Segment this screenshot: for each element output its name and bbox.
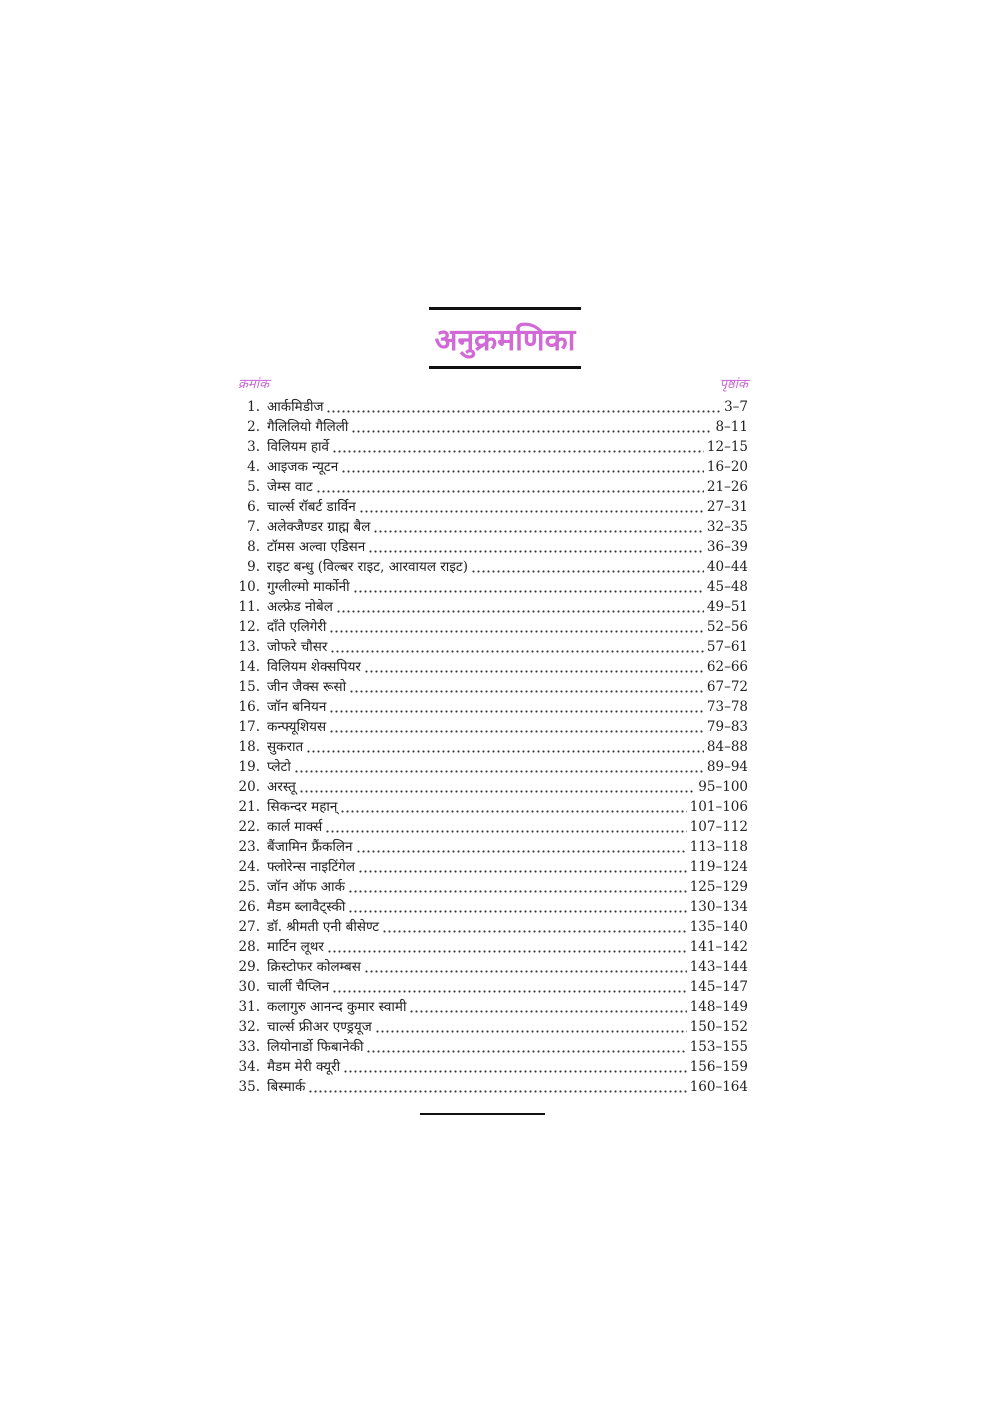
dot-leader xyxy=(299,781,696,793)
toc-entry[interactable] xyxy=(232,437,748,457)
entry-title: अलेक्जैण्डर ग्राह्म बैल xyxy=(267,519,371,535)
entry-number: 3. xyxy=(247,439,260,455)
entry-page-range: 107–112 xyxy=(689,819,748,835)
toc-entry[interactable] xyxy=(232,517,748,537)
entry-page-range: 119–124 xyxy=(689,859,748,875)
entry-page-range: 150–152 xyxy=(689,1019,748,1035)
entry-number: 15. xyxy=(238,679,260,695)
toc-entry[interactable] xyxy=(232,1077,748,1097)
dot-leader xyxy=(353,581,704,593)
entry-number: 32. xyxy=(238,1019,260,1035)
entry-title: गुग्लील्मो मार्कोनी xyxy=(267,579,350,595)
table-of-contents xyxy=(232,397,748,1097)
toc-entry[interactable] xyxy=(232,697,748,717)
dot-leader xyxy=(294,761,704,773)
dot-leader xyxy=(341,461,704,473)
entry-title: बिस्मार्क xyxy=(267,1079,306,1095)
toc-entry[interactable] xyxy=(232,917,748,937)
entry-number: 1. xyxy=(247,399,260,415)
entry-title: कन्फ्यूशियस xyxy=(267,719,327,735)
entry-page-range: 21–26 xyxy=(706,479,748,495)
entry-title: फ्लोरेन्स नाइटिंगेल xyxy=(267,859,356,875)
entry-page-range: 52–56 xyxy=(706,619,748,635)
entry-title: मार्टिन लूथर xyxy=(267,939,324,955)
entry-page-range: 45–48 xyxy=(706,579,748,595)
entry-page-range: 49–51 xyxy=(706,599,748,615)
toc-entry[interactable] xyxy=(232,597,748,617)
entry-page-range: 84–88 xyxy=(706,739,748,755)
entry-page-range: 135–140 xyxy=(689,919,748,935)
entry-title: बैंजामिन फ्रैंकलिन xyxy=(267,839,353,855)
entry-title: जॉन ऑफ आर्क xyxy=(267,879,345,895)
entry-title: गैलिलियो गैलिली xyxy=(267,419,349,435)
entry-page-range: 141–142 xyxy=(689,939,748,955)
entry-title: चार्ल्स रॉबर्ट डार्विन xyxy=(267,499,356,515)
toc-entry[interactable] xyxy=(232,777,748,797)
toc-entry[interactable] xyxy=(232,557,748,577)
toc-entry[interactable] xyxy=(232,997,748,1017)
entry-number: 28. xyxy=(238,939,260,955)
page-column-heading: पृष्ठांक xyxy=(719,377,748,392)
entry-title: सिकन्दर महान् xyxy=(267,799,338,815)
toc-entry[interactable] xyxy=(232,797,748,817)
entry-number: 6. xyxy=(247,499,260,515)
toc-entry[interactable] xyxy=(232,717,748,737)
entry-title: टॉमस अल्वा एडिसन xyxy=(267,539,366,555)
entry-number: 7. xyxy=(247,519,260,535)
toc-entry[interactable] xyxy=(232,397,748,417)
entry-page-range: 36–39 xyxy=(706,539,748,555)
dot-leader xyxy=(329,621,704,633)
entry-number: 21. xyxy=(238,799,260,815)
serial-column-heading: क्रमांक xyxy=(238,377,270,392)
dot-leader xyxy=(358,861,687,873)
page-title: अनुक्रमणिका xyxy=(434,323,576,358)
entry-title: अरस्तू xyxy=(267,779,296,795)
entry-title: आर्कमिडीज xyxy=(267,399,324,415)
entry-page-range: 130–134 xyxy=(689,899,748,915)
toc-entry[interactable] xyxy=(232,637,748,657)
entry-page-range: 101–106 xyxy=(689,799,748,815)
dot-leader xyxy=(364,661,704,673)
toc-entry[interactable] xyxy=(232,837,748,857)
dot-leader xyxy=(364,961,687,973)
entry-title: कलागुरु आनन्द कुमार स्वामी xyxy=(267,999,407,1015)
entry-number: 9. xyxy=(247,559,260,575)
toc-entry[interactable] xyxy=(232,657,748,677)
entry-page-range: 95–100 xyxy=(698,779,748,795)
dot-leader xyxy=(325,821,686,833)
entry-title: चार्ली चैप्लिन xyxy=(267,979,330,995)
entry-page-range: 113–118 xyxy=(689,839,748,855)
dot-leader xyxy=(409,1001,686,1013)
entry-page-range: 12–15 xyxy=(706,439,748,455)
entry-page-range: 67–72 xyxy=(706,679,748,695)
dot-leader xyxy=(326,401,721,413)
toc-entry[interactable] xyxy=(232,677,748,697)
entry-number: 22. xyxy=(238,819,260,835)
entry-title: मैडम मेरी क्यूरी xyxy=(267,1059,341,1075)
entry-page-range: 153–155 xyxy=(689,1039,748,1055)
toc-entry[interactable] xyxy=(232,857,748,877)
entry-number: 33. xyxy=(238,1039,260,1055)
title-bottom-rule xyxy=(429,366,581,369)
toc-entry[interactable] xyxy=(232,617,748,637)
entry-page-range: 148–149 xyxy=(689,999,748,1015)
entry-title: विलियम हार्वे xyxy=(267,439,330,455)
dot-leader xyxy=(368,541,704,553)
dot-leader xyxy=(366,1041,686,1053)
dot-leader xyxy=(332,981,687,993)
entry-page-range: 32–35 xyxy=(706,519,748,535)
entry-number: 14. xyxy=(238,659,260,675)
toc-entry[interactable] xyxy=(232,1057,748,1077)
toc-entry[interactable] xyxy=(232,877,748,897)
entry-page-range: 3–7 xyxy=(724,399,748,415)
entry-title: जॉन बनियन xyxy=(267,699,327,715)
entry-page-range: 145–147 xyxy=(689,979,748,995)
dot-leader xyxy=(336,601,704,613)
toc-entry[interactable] xyxy=(232,757,748,777)
toc-entry[interactable] xyxy=(232,937,748,957)
entry-number: 4. xyxy=(247,459,260,475)
entry-number: 13. xyxy=(238,639,260,655)
entry-number: 25. xyxy=(238,879,260,895)
entry-title: आइजक न्यूटन xyxy=(267,459,339,475)
entry-page-range: 16–20 xyxy=(706,459,748,475)
entry-title: विलियम शेक्सपियर xyxy=(267,659,361,675)
toc-entry[interactable] xyxy=(232,977,748,997)
toc-entry[interactable] xyxy=(232,897,748,917)
entry-number: 5. xyxy=(247,479,260,495)
entry-number: 19. xyxy=(238,759,260,775)
entry-page-range: 62–66 xyxy=(706,659,748,675)
entry-number: 11. xyxy=(238,599,260,615)
entry-page-range: 156–159 xyxy=(689,1059,748,1075)
dot-leader xyxy=(359,501,704,513)
entry-title: लियोनार्डो फिबानेकी xyxy=(267,1039,364,1055)
toc-entry[interactable] xyxy=(232,737,748,757)
toc-entry[interactable] xyxy=(232,537,748,557)
entry-number: 27. xyxy=(238,919,260,935)
toc-entry[interactable] xyxy=(232,497,748,517)
entry-page-range: 40–44 xyxy=(706,559,748,575)
dot-leader xyxy=(348,881,687,893)
entry-number: 34. xyxy=(238,1059,260,1075)
toc-entry[interactable] xyxy=(232,477,748,497)
dot-leader xyxy=(316,481,704,493)
entry-title: सुकरात xyxy=(267,739,304,755)
dot-leader xyxy=(351,421,712,433)
toc-entry[interactable] xyxy=(232,1017,748,1037)
dot-leader xyxy=(375,1021,687,1033)
dot-leader xyxy=(332,441,704,453)
dot-leader xyxy=(308,1081,686,1093)
entry-title: डॉ. श्रीमती एनी बीसेण्ट xyxy=(267,919,380,935)
entry-number: 30. xyxy=(238,979,260,995)
dot-leader xyxy=(330,641,703,653)
entry-number: 12. xyxy=(238,619,260,635)
entry-title: प्लेटो xyxy=(267,759,291,775)
entry-number: 8. xyxy=(247,539,260,555)
entry-number: 17. xyxy=(238,719,260,735)
entry-title: चार्ल्स फ्रीअर एण्ड्रयूज xyxy=(267,1019,372,1035)
entry-number: 29. xyxy=(238,959,260,975)
toc-entry[interactable] xyxy=(232,817,748,837)
entry-page-range: 125–129 xyxy=(689,879,748,895)
entry-page-range: 73–78 xyxy=(706,699,748,715)
entry-title: कार्ल मार्क्स xyxy=(267,819,323,835)
toc-entry[interactable] xyxy=(232,577,748,597)
entry-number: 20. xyxy=(238,779,260,795)
dot-leader xyxy=(382,921,687,933)
entry-page-range: 143–144 xyxy=(689,959,748,975)
entry-page-range: 89–94 xyxy=(706,759,748,775)
toc-entry[interactable] xyxy=(232,457,748,477)
entry-number: 31. xyxy=(238,999,260,1015)
dot-leader xyxy=(306,741,704,753)
toc-entry[interactable] xyxy=(232,1037,748,1057)
entry-title: जीन जैक्स रूसो xyxy=(267,679,347,695)
dot-leader xyxy=(356,841,687,853)
toc-entry[interactable] xyxy=(232,957,748,977)
entry-title: मैडम ब्लावैट्स्की xyxy=(267,899,346,915)
entry-number: 35. xyxy=(238,1079,260,1095)
entry-title: राइट बन्धु (विल्बर राइट, आरवायल राइट) xyxy=(267,559,469,575)
dot-leader xyxy=(329,721,704,733)
entry-page-range: 79–83 xyxy=(706,719,748,735)
entry-number: 2. xyxy=(247,419,260,435)
dot-leader xyxy=(329,701,704,713)
entry-page-range: 160–164 xyxy=(689,1079,748,1095)
dot-leader xyxy=(349,681,704,693)
entry-page-range: 8–11 xyxy=(715,419,748,435)
entry-number: 10. xyxy=(238,579,260,595)
dot-leader xyxy=(471,561,704,573)
entry-title: जेम्स वाट xyxy=(267,479,313,495)
bottom-rule xyxy=(420,1113,545,1115)
dot-leader xyxy=(340,801,686,813)
entry-title: जोफरे चौसर xyxy=(267,639,328,655)
entry-number: 18. xyxy=(238,739,260,755)
entry-number: 23. xyxy=(238,839,260,855)
entry-number: 24. xyxy=(238,859,260,875)
title-top-rule xyxy=(429,307,581,310)
entry-page-range: 27–31 xyxy=(706,499,748,515)
entry-title: दाँते एलिगेरी xyxy=(267,619,327,635)
toc-entry[interactable] xyxy=(232,417,748,437)
entry-page-range: 57–61 xyxy=(706,639,748,655)
dot-leader xyxy=(348,901,686,913)
entry-title: अल्फ्रेड नोबेल xyxy=(267,599,333,615)
entry-number: 26. xyxy=(238,899,260,915)
dot-leader xyxy=(327,941,687,953)
entry-title: क्रिस्टोफर कोलम्बस xyxy=(267,959,361,975)
entry-number: 16. xyxy=(238,699,260,715)
dot-leader xyxy=(373,521,704,533)
dot-leader xyxy=(343,1061,687,1073)
